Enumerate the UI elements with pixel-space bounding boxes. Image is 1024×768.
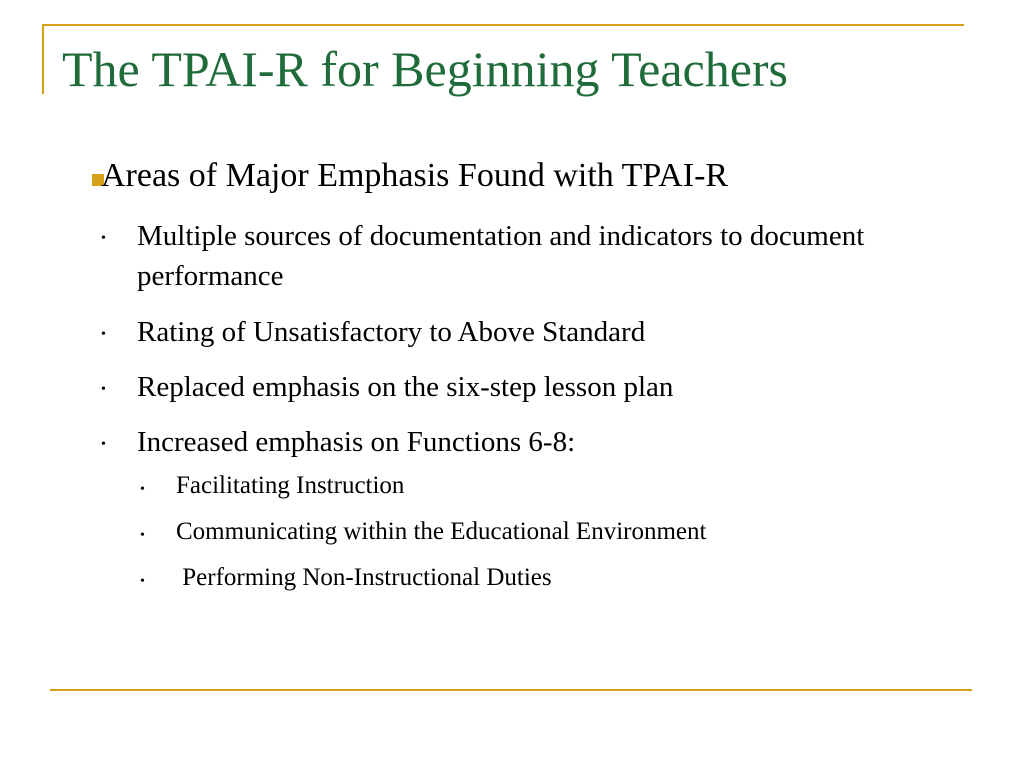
sub-bullet-text: Multiple sources of documentation and indicators to document performance [137,220,865,292]
bullet-dot-icon: • [101,437,106,452]
sub-bullet-text: Increased emphasis on Functions 6-8: [137,426,576,458]
bullet-dot-icon: • [101,231,106,246]
slide-title: The TPAI-R for Beginning Teachers [62,41,789,97]
sub-sub-bullet-text: Communicating within the Educational Environment [176,518,707,545]
sub-bullet-text: Replaced emphasis on the six-step lesson plan [137,371,674,403]
bullet-dot-icon: • [101,327,106,342]
sub-bullet-text: Rating of Unsatisfactory to Above Standard [137,316,646,348]
bottom-accent-line [50,689,972,691]
main-bullet-text: Areas of Major Emphasis Found with TPAI-R [101,157,729,194]
bullet-dot-icon: • [140,574,145,589]
bullet-dot-icon: • [101,382,106,397]
bullet-dot-icon: • [140,482,145,497]
bullet-dot-icon: • [140,528,145,543]
sub-sub-bullet-text: Performing Non-Instructional Duties [176,564,552,591]
sub-sub-bullet-text: Facilitating Instruction [176,472,405,499]
